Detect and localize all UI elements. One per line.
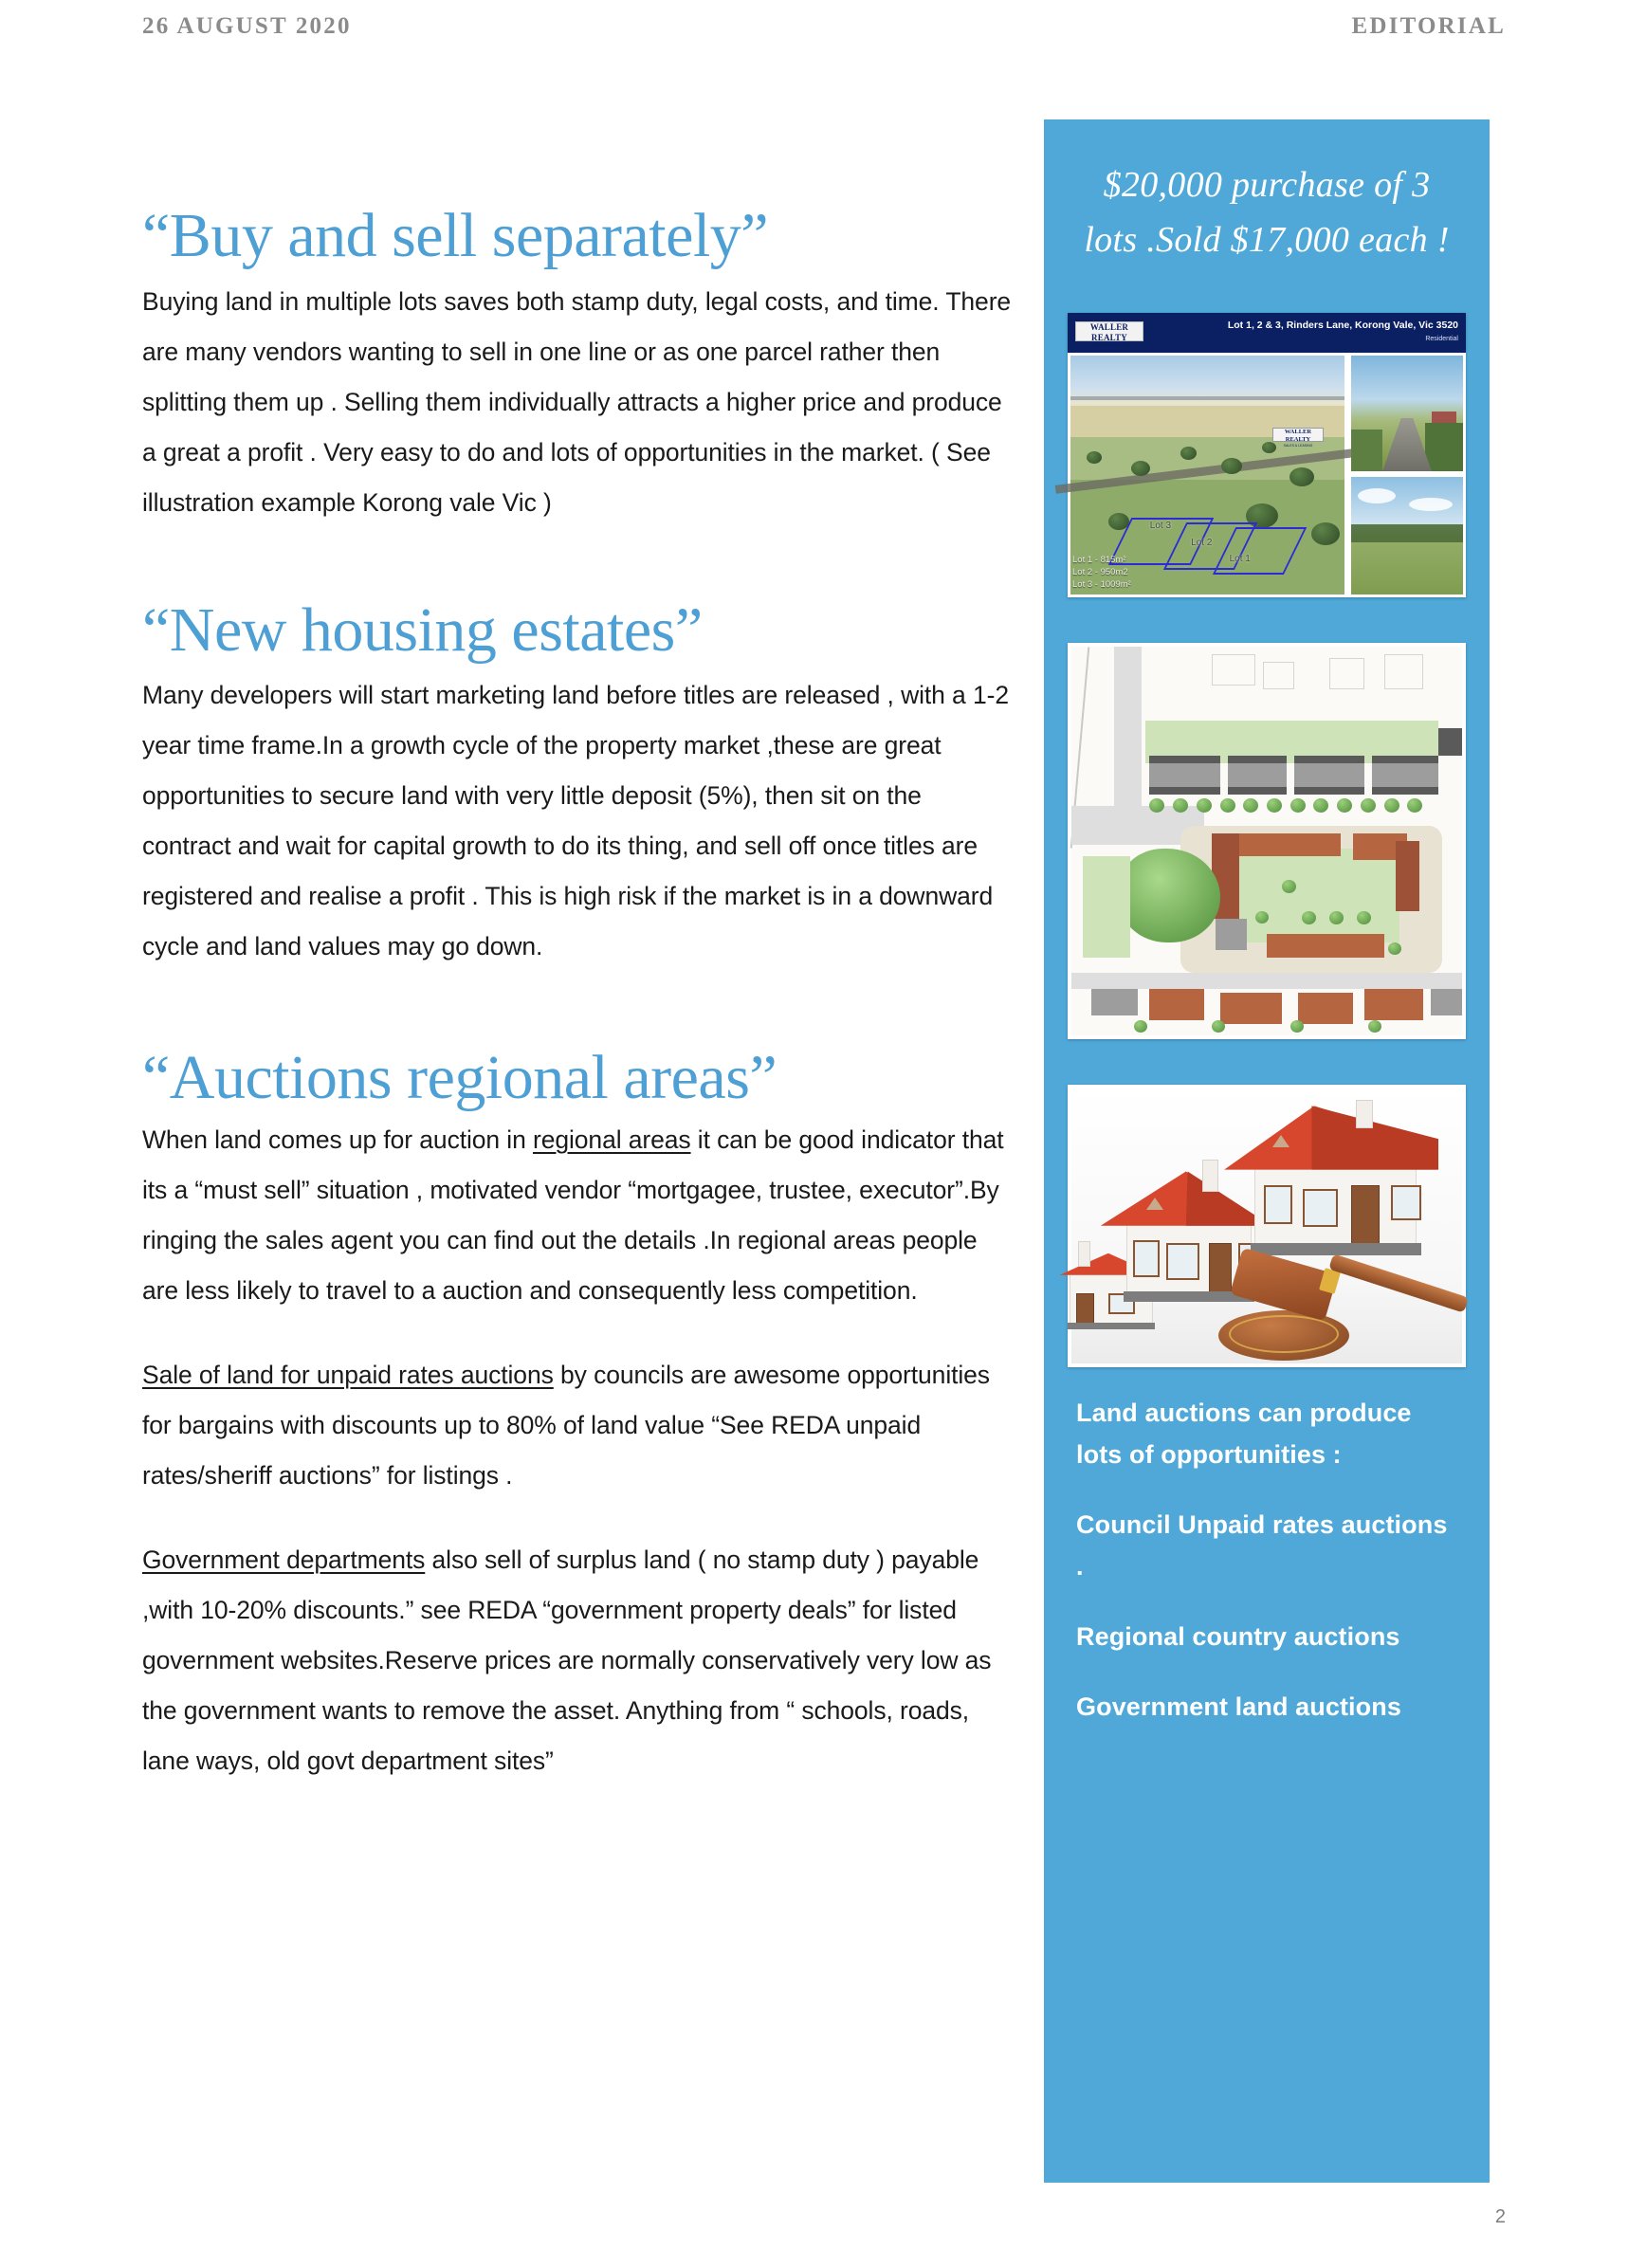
- site-plan-drawing: [1071, 647, 1462, 1035]
- agency-tagline: SALES & LEASING: [1088, 343, 1131, 348]
- courtyard-tree-icon: [1302, 911, 1316, 924]
- sign-agency-tagline: SALES & LEASING: [1283, 443, 1313, 448]
- sidebar-headline: $20,000 purchase of 3 lots .Sold $17,000 each !: [1084, 165, 1450, 260]
- paragraph-new-housing-estates: [142, 670, 1015, 972]
- house-window: [1264, 1185, 1292, 1223]
- tree-line: [1351, 524, 1463, 543]
- horizon-line: [1070, 396, 1344, 400]
- house-chimney: [1202, 1160, 1218, 1191]
- sidebar-caption: [1044, 1367, 1490, 1728]
- agency-name: WALLER REALTY: [1089, 322, 1129, 342]
- roadside-hedge: [1425, 423, 1463, 471]
- street-tree-icon: [1368, 1020, 1381, 1033]
- caption-line-3: Regional country auctions: [1076, 1622, 1400, 1651]
- street-tree-icon: [1134, 1020, 1147, 1033]
- listing-photo-grid: [1068, 353, 1466, 597]
- paragraph-auctions-regional: [142, 1115, 1015, 1316]
- site-plan-image: [1068, 643, 1466, 1039]
- cloud-shape: [1409, 498, 1453, 511]
- house-roof-shadow: [1311, 1106, 1438, 1169]
- lot-label-1: Lot 1: [1229, 554, 1251, 565]
- page-number: 2: [1494, 2206, 1506, 2227]
- street-tree-icon: [1243, 798, 1258, 813]
- listing-banner-title: Lot 1, 2 & 3, Rinders Lane, Korong Vale, Vic 3520: [1227, 320, 1458, 331]
- gable-vent-icon: [1146, 1198, 1163, 1210]
- dwelling-block: [1364, 989, 1423, 1020]
- dwelling-block: [1149, 989, 1204, 1020]
- caption-line-2: Council Unpaid rates auctions .: [1076, 1510, 1448, 1581]
- underlined-phrase: Sale of land for unpaid rates auctions: [142, 1360, 554, 1389]
- dwelling-block: [1431, 989, 1462, 1016]
- header-section: EDITORIAL: [1351, 13, 1506, 39]
- caption-line-1: Land auctions can produce lots of opportunities :: [1076, 1399, 1412, 1469]
- dwelling-block: [1220, 993, 1283, 1024]
- text-run: it can be good indicator that its a “must sell” situation , motivated vendor “mortgagee, trustee, executor”.By ringing the sales agent you can find out the details .In regional areas people are less likely to travel to a auction and consequently less competition.: [142, 1125, 1004, 1305]
- house-window: [1133, 1240, 1160, 1277]
- street-tree-icon: [1361, 798, 1376, 813]
- red-roof-shed: [1432, 412, 1456, 423]
- sign-agency-name: WALLER REALTY: [1284, 428, 1312, 443]
- listing-flyer-image: [1068, 313, 1466, 597]
- caption-line-4: Government land auctions: [1076, 1692, 1401, 1721]
- street-tree-icon: [1220, 798, 1235, 813]
- roadside-grass: [1351, 430, 1382, 471]
- house-base: [1068, 1323, 1155, 1329]
- street-tree-icon: [1313, 798, 1328, 813]
- text-run: also sell of surplus land ( no stamp duty ) payable ,with 10-20% discounts.” see REDA “government property deals” for listed government websites.Reserve prices are normally conservatively very low as the government wants to remove the asset. Anything from “ schools, roads, lane ways, old govt department sites”: [142, 1545, 992, 1775]
- courtyard-tree-icon: [1357, 911, 1371, 924]
- parking-structure: [1216, 919, 1247, 950]
- street-tree-icon: [1407, 798, 1422, 813]
- paragraph-buy-and-sell: [142, 277, 1015, 528]
- tree-icon: [1180, 447, 1197, 460]
- house-chimney: [1356, 1100, 1373, 1128]
- section-heading-buy-and-sell: “Buy and sell separately”: [142, 201, 769, 270]
- courtyard-lawn: [1228, 849, 1399, 942]
- courtyard-building: [1267, 934, 1384, 958]
- courtyard-tree-icon: [1255, 911, 1269, 924]
- lot-area-2: Lot 2 - 950m2: [1072, 567, 1128, 577]
- paragraph-government-departments: [142, 1535, 1015, 1786]
- courtyard-building: [1396, 841, 1419, 911]
- underlined-phrase: Government departments: [142, 1545, 426, 1574]
- for-sale-sign: [1272, 428, 1324, 448]
- lot-area-list: [1072, 554, 1131, 591]
- townhouse-roof: [1149, 763, 1219, 787]
- courtyard-tree-icon: [1329, 911, 1344, 924]
- lane-photo: [1351, 356, 1463, 471]
- underlined-phrase: regional areas: [533, 1125, 691, 1154]
- tree-icon: [1087, 451, 1102, 464]
- gavel-handle: [1328, 1253, 1469, 1313]
- page-header: [0, 0, 1646, 66]
- auction-gavel-image: [1068, 1085, 1466, 1367]
- gavel-scene: [1071, 1088, 1462, 1363]
- house-door: [1076, 1293, 1094, 1325]
- text-run: When land comes up for auction in: [142, 1125, 533, 1154]
- text-run: Buying land in multiple lots saves both stamp duty, legal costs, and time. There are many vendors wanting to sell in one line or as one parcel rather then splitting them up . Selling them individually attracts a higher price and produce a great a profit . Very easy to do and lots of opportunities in the market. ( See illustration example Korong vale Vic ): [142, 287, 1012, 518]
- survey-outline: [1384, 654, 1423, 689]
- survey-outline: [1263, 662, 1294, 689]
- dwelling-block: [1091, 989, 1138, 1016]
- house-chimney: [1078, 1241, 1090, 1267]
- listing-banner-subtitle: Residential: [1425, 336, 1458, 342]
- paragraph-unpaid-rates: [142, 1350, 1015, 1501]
- house-window: [1391, 1185, 1421, 1220]
- cloud-shape: [1358, 488, 1396, 503]
- agency-logo: [1075, 321, 1143, 348]
- lot-area-3: Lot 3 - 1009m²: [1072, 579, 1131, 590]
- lot-label-3: Lot 3: [1149, 520, 1172, 531]
- street-tree-icon: [1212, 1020, 1225, 1033]
- park-lawn: [1083, 856, 1129, 958]
- auction-gavel-icon: [1197, 1237, 1470, 1363]
- townhouse-block: [1438, 728, 1462, 756]
- street-tree-icon: [1337, 798, 1352, 813]
- survey-outline: [1329, 658, 1364, 689]
- text-run: Many developers will start marketing land before titles are released , with a 1-2 year time frame.In a growth cycle of the property market ,these are great opportunities to secure land with very little deposit (5%), then sit on the contract and wait for capital growth to do its thing, and sell off once titles are registered and realise a profit . This is high risk if the market is in a downward cycle and land values may go down.: [142, 680, 1009, 960]
- street-tree-icon: [1173, 798, 1188, 813]
- courtyard-tree-icon: [1388, 942, 1401, 955]
- house-large: [1220, 1100, 1439, 1259]
- gavel-block-ring: [1229, 1315, 1338, 1353]
- gable-vent-icon: [1272, 1135, 1289, 1147]
- section-heading-auctions-regional-areas: “Auctions regional areas”: [142, 1042, 777, 1112]
- sidebar-panel: [1044, 119, 1490, 2183]
- section-heading-new-housing-estates: “New housing estates”: [142, 595, 703, 666]
- text-run: by councils are awesome opportunities for bargains with discounts up to 80% of land value “See REDA unpaid rates/sheriff auctions” for listings .: [142, 1360, 990, 1490]
- street-tree-icon: [1290, 1020, 1304, 1033]
- street-tree-icon: [1384, 798, 1399, 813]
- park-tree-icon: [1118, 849, 1219, 942]
- header-date: 26 AUGUST 2020: [142, 13, 352, 39]
- aerial-photo: [1070, 356, 1344, 594]
- lot-label-2: Lot 2: [1191, 537, 1213, 548]
- survey-outline: [1212, 654, 1254, 686]
- house-window: [1303, 1189, 1338, 1227]
- townhouse-roof: [1228, 763, 1287, 787]
- street-tree-icon: [1290, 798, 1306, 813]
- townhouse-roof: [1294, 763, 1364, 787]
- street-tree-icon: [1267, 798, 1282, 813]
- tree-icon: [1131, 461, 1150, 476]
- listing-banner: [1068, 313, 1466, 353]
- street-lower: [1071, 973, 1462, 988]
- house-window: [1166, 1243, 1199, 1280]
- article-column: [142, 201, 1015, 1786]
- paddock-photo: [1351, 477, 1463, 594]
- courtyard-building: [1239, 833, 1341, 857]
- street-left: [1114, 647, 1142, 826]
- street-tree-icon: [1197, 798, 1212, 813]
- townhouse-roof: [1372, 763, 1438, 787]
- dwelling-block: [1298, 993, 1353, 1024]
- lot-area-1: Lot 1 - 815m²: [1072, 555, 1126, 565]
